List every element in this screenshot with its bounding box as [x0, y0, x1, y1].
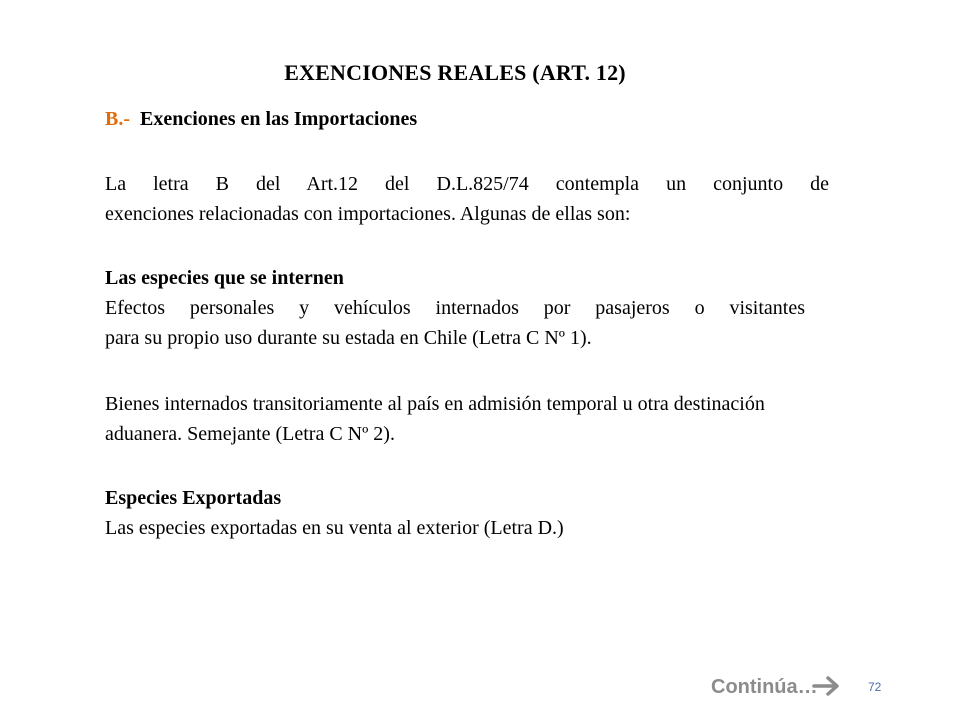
intro-line-2: exenciones relacionadas con importaciones. Algunas de ellas son: [105, 203, 631, 225]
section1-heading: Las especies que se internen [105, 267, 344, 289]
subtitle-text: Exenciones en las Importaciones [140, 108, 418, 130]
section2-paragraph-1: Las especies exportadas en su venta al exterior (Letra D.) [105, 517, 564, 539]
intro-line-1: La letra B del Art.12 del D.L.825/74 contempla un conjunto de [105, 173, 829, 195]
continue-label: Continúa… [711, 676, 818, 698]
section2-heading: Especies Exportadas [105, 487, 282, 509]
page-number: 72 [868, 680, 882, 694]
section-subtitle [105, 108, 417, 131]
slide-title: EXENCIONES REALES (ART. 12) [284, 60, 626, 85]
section1-paragraph-2: Bienes internados transitoriamente al país en admisión temporal u otra destinación aduanera. Semejante (Letra C Nº 2). [105, 393, 765, 445]
subtitle-prefix: B.- [105, 108, 130, 130]
section1-para1-line-2: para su propio uso durante su estada en Chile (Letra C Nº 1). [105, 327, 592, 349]
arrow-right-icon [812, 674, 842, 698]
section1-paragraph-1 [105, 293, 805, 353]
intro-paragraph [105, 169, 829, 229]
section1-para1-line-1: Efectos personales y vehículos internados por pasajeros o visitantes [105, 297, 805, 319]
